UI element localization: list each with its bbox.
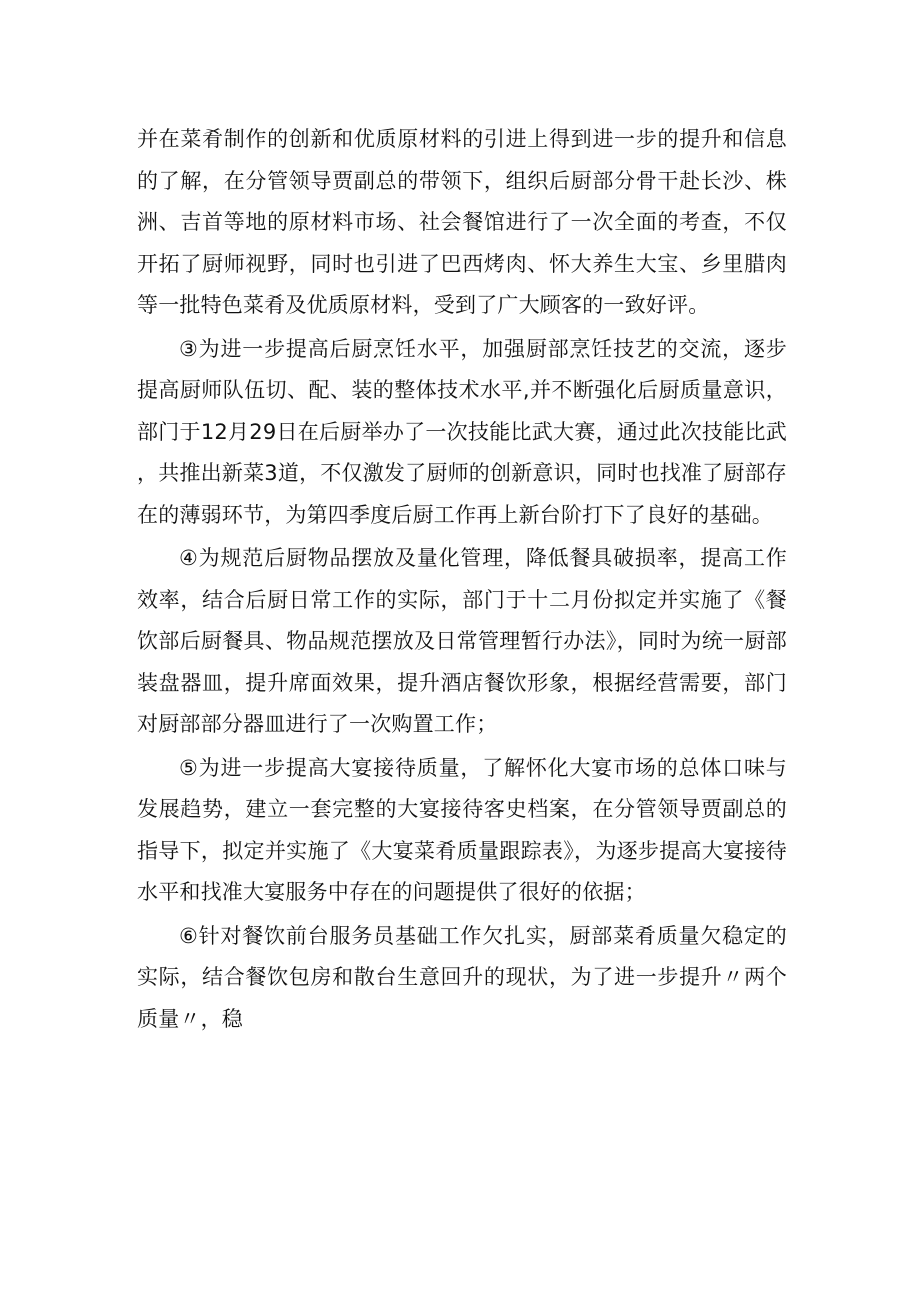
paragraph-item-5: ⑤为进一步提高大宴接待质量，了解怀化大宴市场的总体口味与发展趋势，建立一套完整的大宴接待客史档案，在分管领导贾副总的指导下，拟定并实施了《大宴菜肴质量跟踪表》，为逐步提高大宴接待水平和找准大宴服务中存在的问题提供了很好的依据； bbox=[137, 755, 787, 904]
document-body bbox=[137, 119, 787, 1040]
paragraph-item-6: ⑥针对餐饮前台服务员基础工作欠扎实，厨部菜肴质量欠稳定的实际，结合餐饮包房和散台生意回升的现状，为了进一步提升〃两个质量〃，稳 bbox=[137, 923, 787, 1031]
paragraph-continuation: 并在菜肴制作的创新和优质原材料的引进上得到进一步的提升和信息的了解，在分管领导贾副总的带领下，组织后厨部分骨干赴长沙、株洲、吉首等地的原材料市场、社会餐馆进行了一次全面的考查，不仅开拓了厨师视野，同时也引进了巴西烤肉、怀大养生大宝、乡里腊肉等一批特色菜肴及优质原材料，受到了广大顾客的一致好评。 bbox=[137, 127, 787, 317]
paragraph-item-3: ③为进一步提高后厨烹饪水平，加强厨部烹饪技艺的交流，逐步提高厨师队伍切、配、装的整体技术水平,并不断强化后厨质量意识，部门于12月29日在后厨举办了一次技能比武大赛，通过此次技能比武，共推出新菜3道，不仅激发了厨师的创新意识，同时也找准了厨部存在的薄弱环节，为第四季度后厨工作再上新台阶打下了良好的基础。 bbox=[137, 336, 787, 527]
paragraph-item-4: ④为规范后厨物品摆放及量化管理，降低餐具破损率，提高工作效率，结合后厨日常工作的实际，部门于十二月份拟定并实施了《餐饮部后厨餐具、物品规范摆放及日常管理暂行办法》，同时为统一厨部装盘器皿，提升席面效果，提升酒店餐饮形象，根据经营需要，部门对厨部部分器皿进行了一次购置工作； bbox=[137, 546, 787, 736]
